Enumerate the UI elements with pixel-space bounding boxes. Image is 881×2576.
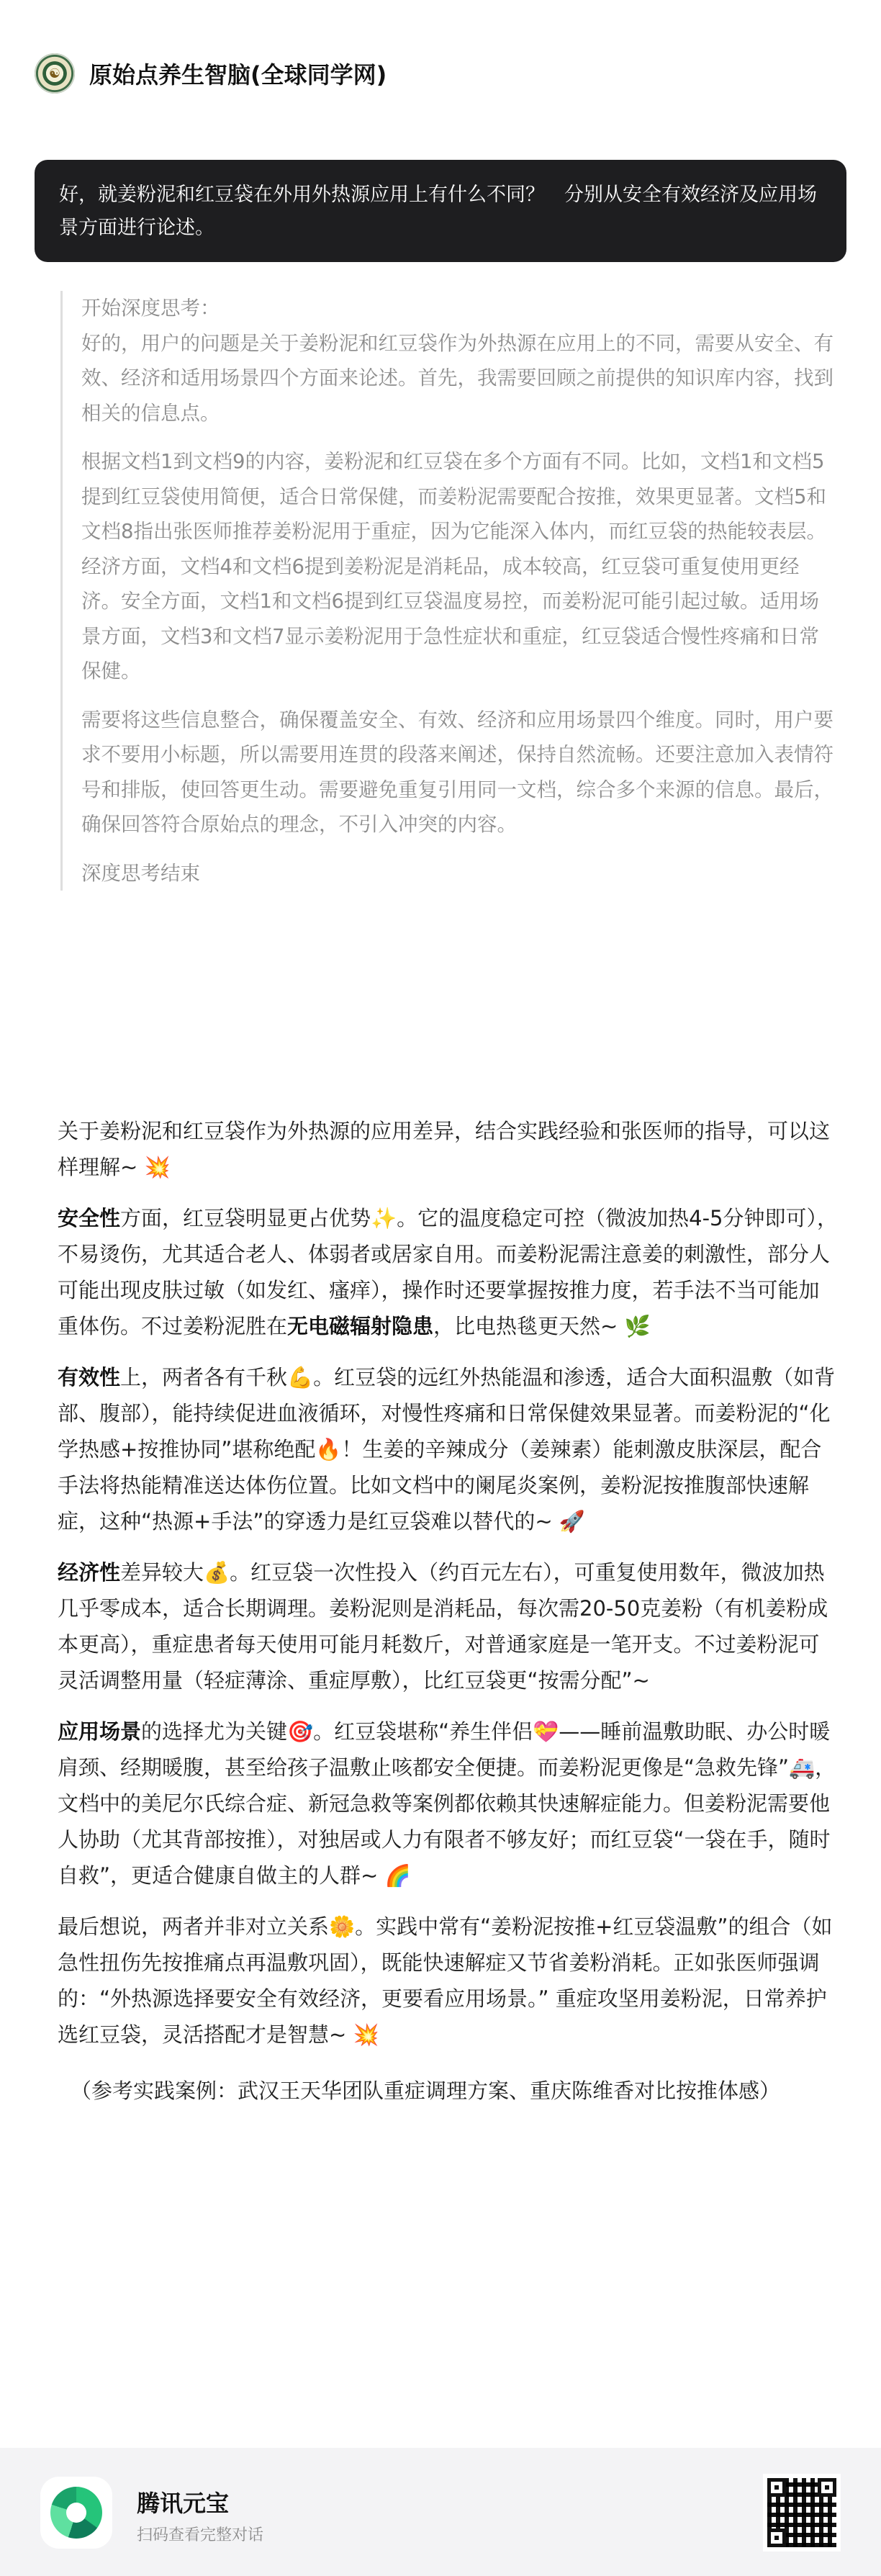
safety-bold-phrase: 无电磁辐射隐患 — [287, 1314, 434, 1338]
answer-economy-paragraph — [58, 1554, 839, 1698]
economy-text: 差异较大💰。红豆袋一次性投入（约百元左右），可重复使用数年，微波加热几乎零成本，适合长期调理。姜粉泥则是消耗品，每次需20-50克姜粉（有机姜粉成本更高），重症患者每天使用可能月耗数斤，对普通家庭是一笔开支。不过姜粉泥可灵活调整用量（轻症薄涂、重症厚敷），比红豆袋更“按需分配”~ — [58, 1560, 828, 1693]
answer-safety-paragraph — [58, 1200, 839, 1344]
yuanbao-logo-icon — [40, 2477, 112, 2549]
effectiveness-text: 上，两者各有千秋💪。红豆袋的远红外热能温和渗透，适合大面积温敷（如背部、腹部），能持续促进血液循环，对慢性疼痛和日常保健效果显著。而姜粉泥的“化学热感+按推协同”堪称绝配🔥！生姜的辛辣成分（姜辣素）能刺激皮肤深层，配合手法将热能精准送达体伤位置。比如文档中的阑尾炎案例，姜粉泥按推腹部快速解症，这种“热源+手法”的穿透力是红豆袋难以替代的~ 🚀 — [58, 1365, 836, 1534]
footer-subtitle: 扫码查看完整对话 — [137, 2526, 264, 2544]
app-name: 腾讯元宝 — [137, 2490, 230, 2517]
answer-intro: 关于姜粉泥和红豆袋作为外热源的应用差异，结合实践经验和张医师的指导，可以这样理解~ 💥 — [58, 1119, 831, 1179]
scenario-keyword: 应用场景 — [58, 1719, 142, 1744]
safety-keyword: 安全性 — [58, 1206, 121, 1230]
safety-text-2: ，比电热毯更天然~ 🌿 — [433, 1314, 651, 1338]
thinking-paragraph-1: 好的，用户的问题是关于姜粉泥和红豆袋作为外热源在应用上的不同，需要从安全、有效、经济和适用场景四个方面来论述。首先，我需要回顾之前提供的知识库内容，找到相关的信息点。 — [81, 331, 833, 425]
user-question-text: 好，就姜粉泥和红豆袋在外用外热源应用上有什么不同？ 分别从安全有效经济及应用场景方面进行论述。 — [59, 184, 817, 239]
thinking-paragraph-3: 需要将这些信息整合，确保覆盖安全、有效、经济和应用场景四个维度。同时，用户要求不要用小标题，所以需要用连贯的段落来阐述，保持自然流畅。还要注意加入表情符号和排版，使回答更生动。需要避免重复引用同一文档，综合多个来源的信息。最后，确保回答符合原始点的理念，不引入冲突的内容。 — [81, 708, 833, 836]
chat-header — [35, 52, 826, 95]
answer-scenario-paragraph — [58, 1713, 839, 1893]
user-question-bubble — [35, 160, 846, 262]
answer-reference: （参考实践案例：武汉王天华团队重症调理方案、重庆陈维香对比按推体感） — [71, 2079, 781, 2103]
deep-thinking-block — [60, 291, 838, 891]
assistant-answer — [58, 1113, 839, 2124]
header-title: 原始点养生智脑(全球同学网) — [89, 61, 387, 89]
safety-text-1: 方面，红豆袋明显更占优势✨。它的温度稳定可控（微波加热4-5分钟即可），不易烫伤，尤其适合老人、体弱者或居家自用。而姜粉泥需注意姜的刺激性，部分人可能出现皮肤过敏（如发红、瘙痒），操作时还要掌握按推力度，若手法不当可能加重体伤。不过姜粉泥胜在 — [58, 1206, 838, 1338]
seal-logo-icon: ☯ — [35, 53, 75, 94]
answer-conclusion: 最后想说，两者并非对立关系🌼。实践中常有“姜粉泥按推+红豆袋温敷”的组合（如急性扭伤先按推痛点再温敷巩固），既能快速解症又节省姜粉消耗。正如张医师强调的：“外热源选择要安全有效经济，更要看应用场景。” 重症攻坚用姜粉泥，日常养护选红豆袋，灵活搭配才是智慧~ 💥 — [58, 1914, 833, 2047]
qr-code-icon[interactable] — [763, 2474, 841, 2552]
thinking-paragraph-2: 根据文档1到文档9的内容，姜粉泥和红豆袋在多个方面有不同。比如，文档1和文档5提到红豆袋使用简便，适合日常保健，而姜粉泥需要配合按推，效果更显著。文档5和文档8指出张医师推荐姜粉泥用于重症，因为它能深入体内，而红豆袋的热能较表层。经济方面，文档4和文档6提到姜粉泥是消耗品，成本较高，红豆袋可重复使用更经济。安全方面，文档1和文档6提到红豆袋温度易控，而姜粉泥可能引起过敏。适用场景方面，文档3和文档7显示姜粉泥用于急性症状和重症，红豆袋适合慢性疼痛和日常保健。 — [81, 450, 826, 683]
thinking-start-label: 开始深度思考： — [81, 297, 220, 320]
effectiveness-keyword: 有效性 — [58, 1365, 121, 1390]
share-footer — [0, 2448, 881, 2576]
answer-effectiveness-paragraph — [58, 1359, 839, 1539]
economy-keyword: 经济性 — [58, 1560, 121, 1585]
thinking-end-label: 深度思考结束 — [81, 861, 200, 885]
scenario-text: 的选择尤为关键🎯。红豆袋堪称“养生伴侣💝——睡前温敷助眠、办公时暖肩颈、经期暖腹，甚至给孩子温敷止咳都安全便捷。而姜粉泥更像是“急救先锋”🚑，文档中的美尼尔氏综合症、新冠急救等案例都依赖其快速解症能力。但姜粉泥需要他人协助（尤其背部按推），对独居或人力有限者不够友好；而红豆袋“一袋在手，随时自救”，更适合健康自做主的人群~ 🌈 — [58, 1719, 836, 1888]
